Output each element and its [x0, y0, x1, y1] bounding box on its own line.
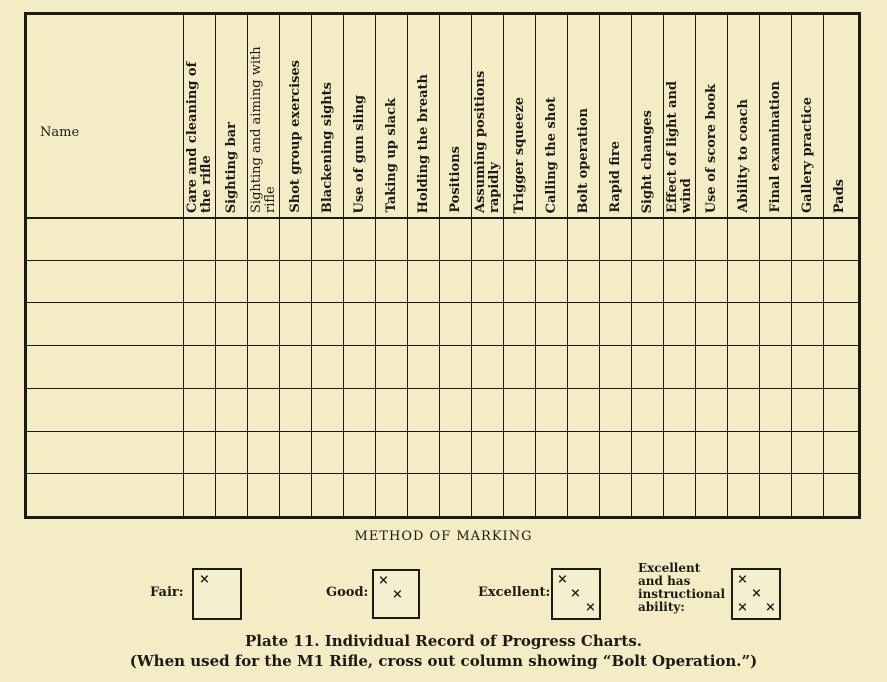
row-divider: [27, 345, 858, 346]
column-header-label: Assuming positions rapidly: [472, 70, 502, 213]
column-header: [440, 15, 471, 215]
excellent-label: Excellent:: [478, 585, 551, 600]
row-divider: [27, 388, 858, 389]
plate-title: Plate 11. Individual Record of Progress Charts.: [244, 632, 642, 650]
excellent-mark-box: [551, 568, 601, 620]
mark-x-icon: ×: [392, 587, 403, 602]
column-header: [568, 15, 599, 215]
row-divider: [27, 302, 858, 303]
column-header-label: Rapid fire: [607, 141, 623, 213]
column-header-label: Use of score book: [703, 83, 719, 213]
column-header-label: Sight changes: [639, 109, 655, 213]
column-header-label: Effect of light and wind: [664, 81, 694, 213]
column-header-label: Ability to coach: [735, 99, 751, 213]
column-header: [344, 15, 375, 215]
column-header: [280, 15, 311, 215]
plate-note: (When used for the M1 Rifle, cross out column showing “Bolt Operation.”): [129, 652, 758, 670]
column-header: [536, 15, 567, 215]
good-label: Good:: [326, 585, 369, 600]
mark-x-icon: ×: [737, 572, 748, 587]
column-header: [632, 15, 663, 215]
column-header-label: Calling the shot: [543, 96, 559, 213]
method-of-marking-title: METHOD OF MARKING: [354, 529, 533, 544]
row-divider: [27, 260, 858, 261]
column-header-label: Use of gun sling: [351, 94, 367, 213]
column-header-label: Bolt operation: [575, 107, 591, 213]
mark-x-icon: ×: [737, 600, 748, 615]
column-header: [184, 15, 215, 215]
fair-mark-box: [192, 568, 242, 620]
column-header-label: Final examination: [767, 81, 783, 213]
column-header: [472, 15, 503, 215]
column-header: [728, 15, 759, 215]
column-header: [760, 15, 791, 215]
column-header-label: Shot group exercises: [287, 60, 303, 213]
name-column-header: Name: [40, 125, 80, 140]
column-header: [312, 15, 343, 215]
excellent-instructional-label: Excellent and has instructional ability:: [638, 561, 726, 614]
column-header: [248, 15, 279, 215]
mark-x-icon: ×: [378, 573, 389, 588]
column-header-label: Sighting bar: [223, 121, 239, 213]
row-divider: [27, 217, 858, 219]
column-header: [824, 15, 855, 215]
column-header-label: Trigger squeeze: [511, 96, 527, 213]
column-header-label: Care and cleaning of the rifle: [184, 61, 214, 213]
column-header-label: Gallery practice: [799, 96, 815, 213]
column-header-label: Positions: [447, 146, 463, 213]
excellent-instructional-mark-box: [731, 568, 781, 620]
column-header: [408, 15, 439, 215]
column-header-label: Blackening sights: [319, 81, 335, 213]
progress-chart-table: [24, 12, 861, 519]
column-header-label: Pads: [831, 178, 847, 213]
row-divider: [27, 473, 858, 474]
mark-x-icon: ×: [751, 586, 762, 601]
mark-x-icon: ×: [557, 572, 568, 587]
column-header-label: Taking up slack: [383, 98, 399, 213]
fair-label: Fair:: [150, 585, 184, 600]
column-header: [696, 15, 727, 215]
mark-x-icon: ×: [570, 586, 581, 601]
column-header: [600, 15, 631, 215]
column-header: [216, 15, 247, 215]
column-header-label: Sighting and aiming with rifle: [248, 46, 278, 213]
good-mark-box: [372, 569, 420, 619]
mark-x-icon: ×: [199, 572, 210, 587]
mark-x-icon: ×: [765, 600, 776, 615]
column-header: [504, 15, 535, 215]
column-header-label: Holding the breath: [415, 73, 431, 213]
column-header: [792, 15, 823, 215]
row-divider: [27, 431, 858, 432]
column-header: [376, 15, 407, 215]
mark-x-icon: ×: [585, 600, 596, 615]
column-header: [664, 15, 695, 215]
